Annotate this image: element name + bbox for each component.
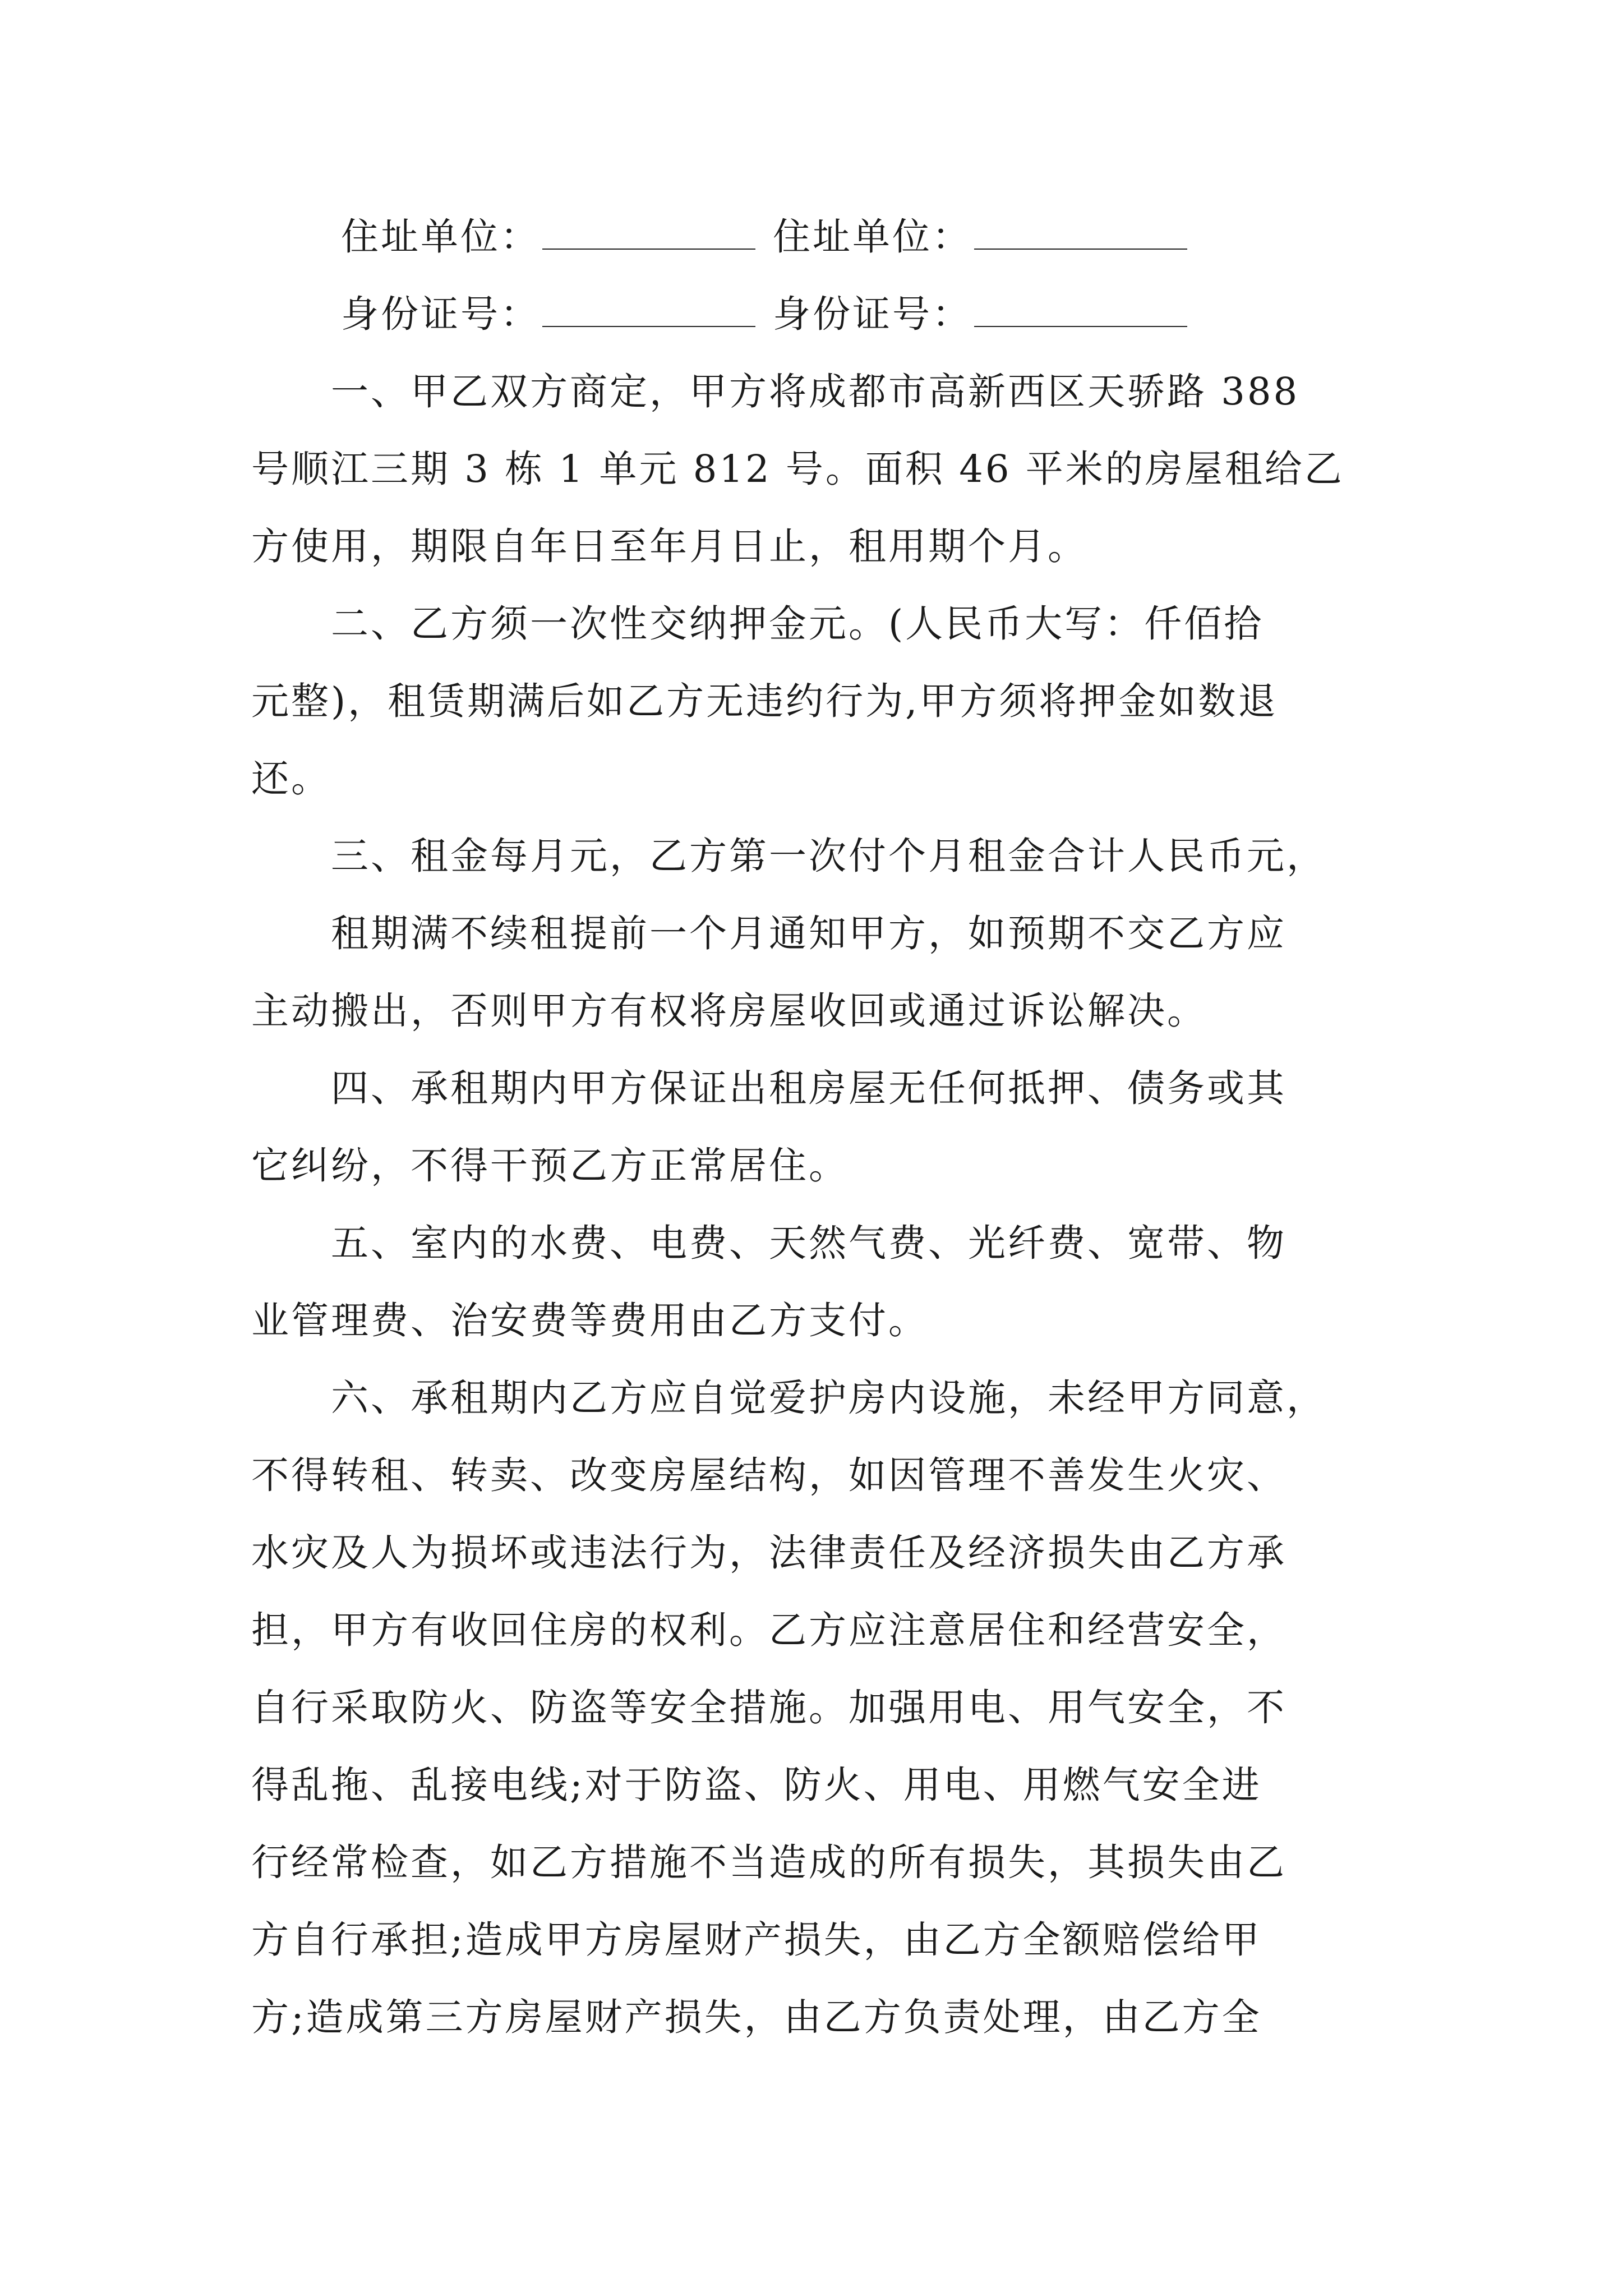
- clause-line: 行经常检查，如乙方措施不当造成的所有损失，其损失由乙: [251, 1841, 1287, 1884]
- clause-line: 担，甲方有收回住房的权利。乙方应注意居住和经营安全，: [251, 1608, 1287, 1652]
- party-b-address-blank[interactable]: [974, 232, 1187, 250]
- clause-line: 元整)，租赁期满后如乙方无违约行为,甲方须将押金如数退: [251, 679, 1278, 723]
- clause-line: 三、租金每月元，乙方第一次付个月租金合计人民币元，: [251, 834, 1326, 878]
- party-b-address-field: [773, 209, 1189, 265]
- clause-line: 得乱拖、乱接电线;对于防盗、防火、用电、用燃气安全进: [251, 1763, 1262, 1807]
- clause-line: 不得转租、转卖、改变房屋结构，如因管理不善发生火灾、: [251, 1453, 1287, 1497]
- clause-line: 租期满不续租提前一个月通知甲方，如预期不交乙方应: [251, 912, 1287, 955]
- party-a-id-blank[interactable]: [542, 309, 755, 327]
- party-a-address-field: [341, 209, 758, 265]
- clause-line: 六、承租期内乙方应自觉爱护房内设施，未经甲方同意，: [251, 1376, 1326, 1420]
- party-b-id-field: [773, 286, 1189, 342]
- clause-line: 方;造成第三方房屋财产损失，由乙方负责处理，由乙方全: [251, 1995, 1262, 2039]
- party-b-id-label: 身份证号：: [773, 292, 972, 336]
- clause-line: 二、乙方须一次性交纳押金元。(人民币大写：仟佰拾: [251, 602, 1264, 646]
- clause-line: 自行采取防火、防盗等安全措施。加强用电、用气安全，不: [251, 1686, 1287, 1729]
- clause-line: 业管理费、治安费等费用由乙方支付。: [251, 1299, 928, 1342]
- party-a-address-label: 住址单位：: [341, 215, 540, 259]
- clause-line: 四、承租期内甲方保证出租房屋无任何抵押、债务或其: [251, 1066, 1287, 1110]
- clause-line: 还。: [251, 757, 331, 800]
- party-b-id-blank[interactable]: [974, 309, 1187, 327]
- party-a-id-field: [341, 286, 758, 342]
- party-a-address-blank[interactable]: [542, 232, 755, 250]
- clause-line: 它纠纷，不得干预乙方正常居住。: [251, 1144, 849, 1188]
- id-field-row: [251, 286, 1384, 342]
- clause-line: 方自行承担;造成甲方房屋财产损失，由乙方全额赔偿给甲: [251, 1918, 1262, 1962]
- address-field-row: [251, 209, 1384, 265]
- party-a-id-label: 身份证号：: [341, 292, 540, 336]
- clause-line: 一、甲乙双方商定，甲方将成都市高新西区天骄路 388: [251, 370, 1300, 413]
- clause-line: 主动搬出，否则甲方有权将房屋收回或通过诉讼解决。: [251, 989, 1207, 1033]
- clause-line: 号顺江三期 3 栋 1 单元 812 号。面积 46 平米的房屋租给乙: [251, 447, 1344, 491]
- document-body: [251, 209, 1384, 2067]
- clause-line: 水灾及人为损坏或违法行为，法律责任及经济损失由乙方承: [251, 1531, 1287, 1575]
- party-b-address-label: 住址单位：: [773, 215, 972, 259]
- clause-line: 方使用，期限自年日至年月日止，租用期个月。: [251, 524, 1087, 568]
- clause-line: 五、室内的水费、电费、天然气费、光纤费、宽带、物: [251, 1221, 1287, 1265]
